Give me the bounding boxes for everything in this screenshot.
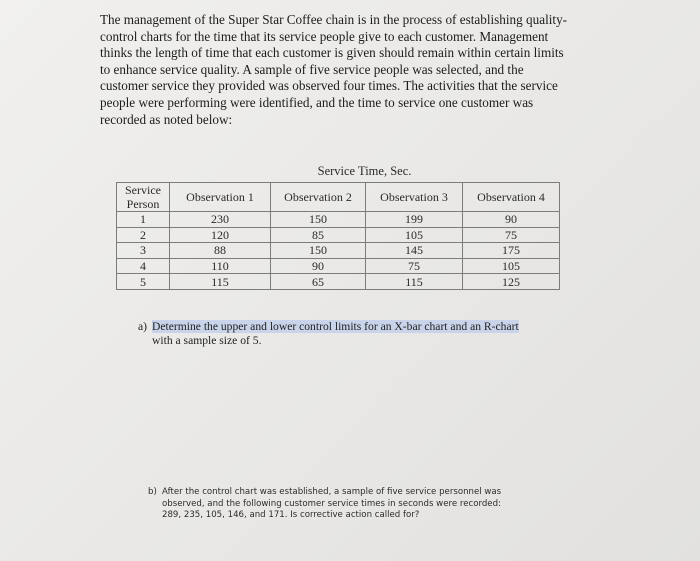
table-header-row — [117, 183, 560, 212]
table-cell: 230 — [170, 212, 271, 228]
service-time-table — [116, 160, 560, 290]
table-cell: 105 — [366, 227, 463, 243]
table-cell: 1 — [117, 212, 170, 228]
question-b-line: After the control chart was established, a sample of five service personnel was — [162, 487, 502, 497]
question-b-line: 289, 235, 105, 146, and 171. Is corrective action called for? — [162, 510, 420, 520]
table-cell: 4 — [117, 258, 170, 274]
table-cell: 145 — [366, 243, 463, 259]
intro-line: to enhance service quality. A sample of five service people was selected, and the — [100, 61, 524, 77]
table-row — [117, 243, 560, 259]
table-cell: 150 — [271, 243, 366, 259]
intro-line: people were performing were identified, and the time to service one customer was — [100, 94, 534, 110]
question-b-letter: b) — [148, 487, 157, 497]
column-header: Observation 4 — [463, 183, 560, 212]
table-row — [117, 212, 560, 228]
table-cell: 105 — [463, 258, 560, 274]
table-cell: 90 — [463, 212, 560, 228]
question-b-line: observed, and the following customer service times in seconds were recorded: — [162, 498, 501, 509]
table-row — [117, 274, 560, 290]
column-header: Service Person — [117, 183, 170, 212]
table-row — [117, 227, 560, 243]
column-header: Observation 3 — [366, 183, 463, 212]
table-cell: 75 — [366, 258, 463, 274]
table-cell: 3 — [117, 243, 170, 259]
intro-line: control charts for the time that its service people give to each customer. Management — [100, 28, 549, 44]
intro-line: The management of the Super Star Coffee chain is in the process of establishing quality- — [100, 12, 568, 27]
table-cell: 199 — [366, 212, 463, 228]
table-cell: 115 — [366, 274, 463, 290]
table-caption-row — [117, 160, 560, 183]
question-a-line: with a sample size of 5. — [152, 334, 262, 347]
table-cell: 110 — [170, 258, 271, 274]
table-cell: 85 — [271, 227, 366, 243]
table-cell: 125 — [463, 274, 560, 290]
table-cell: 5 — [117, 274, 170, 290]
intro-line: thinks the length of time that each customer is given should remain within certain limits — [100, 45, 564, 61]
table-cell: 150 — [271, 212, 366, 228]
table-cell: 120 — [170, 227, 271, 243]
question-a-line: Determine the upper and lower control limits for an X-bar chart and an R-chart — [152, 320, 519, 333]
table-cell: 115 — [170, 274, 271, 290]
question-b — [148, 487, 558, 522]
table-cell: 65 — [271, 274, 366, 290]
question-a-letter: a) — [138, 320, 148, 333]
column-header: Observation 1 — [170, 183, 271, 212]
problem-statement — [100, 12, 580, 128]
table-cell: 75 — [463, 227, 560, 243]
question-a — [138, 320, 558, 348]
intro-line: customer service they provided was observed four times. The activities that the service — [100, 78, 558, 94]
data-table — [116, 160, 560, 290]
table-cell: 88 — [170, 243, 271, 259]
table-row — [117, 258, 560, 274]
table-cell: 90 — [271, 258, 366, 274]
column-header: Observation 2 — [271, 183, 366, 212]
table-caption: Service Time, Sec. — [170, 160, 560, 183]
table-cell: 2 — [117, 227, 170, 243]
intro-line: recorded as noted below: — [100, 111, 233, 127]
table-cell: 175 — [463, 243, 560, 259]
